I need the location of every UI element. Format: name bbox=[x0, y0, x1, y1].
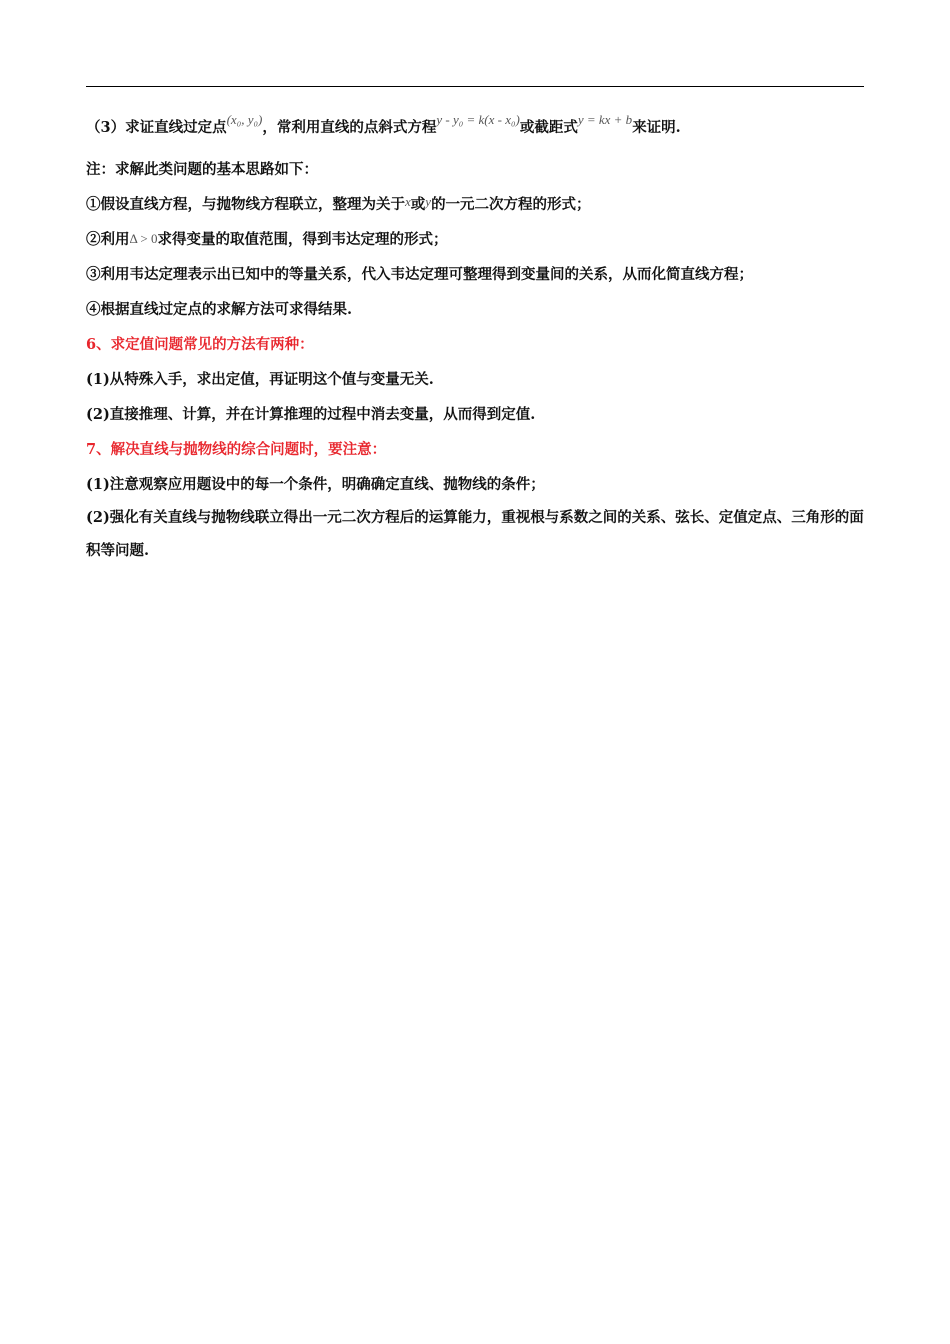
note-step-3: ③利用韦达定理表示出已知中的等量关系，代入韦达定理可整理得到变量间的关系，从而化简直线方程； bbox=[86, 266, 753, 283]
p3-text-c: 或截距式 bbox=[519, 119, 578, 136]
document-body bbox=[86, 112, 864, 567]
section-6-heading: 6、求定值问题常见的方法有两种： bbox=[86, 336, 314, 353]
math-fixed-point: (x₀, y₀) bbox=[226, 112, 263, 127]
section-7-item-2: (2)强化有关直线与抛物线联立得出一元二次方程后的运算能力，重视根与系数之间的关系、弦长、定值定点、三角形的面积等问题. bbox=[86, 509, 864, 559]
math-x: x bbox=[405, 194, 411, 209]
section-6-item-1: (1)从特殊入手，求出定值，再证明这个值与变量无关. bbox=[86, 371, 434, 388]
p3-text-a: （3）求证直线过定点 bbox=[86, 119, 227, 136]
note-step-2: ②利用Δ > 0求得变量的取值范围，得到韦达定理的形式； bbox=[86, 231, 448, 248]
math-delta: Δ > 0 bbox=[129, 231, 158, 246]
section-6-item-2: (2)直接推理、计算，并在计算推理的过程中消去变量，从而得到定值. bbox=[86, 406, 536, 423]
header-rule bbox=[86, 86, 864, 87]
note-step-4: ④根据直线过定点的求解方法可求得结果. bbox=[86, 301, 353, 318]
p3-text-d: 来证明. bbox=[632, 119, 681, 136]
note-step-1: ①假设直线方程，与抛物线方程联立，整理为关于x或y的一元二次方程的形式； bbox=[86, 194, 591, 213]
section-7-heading: 7、解决直线与抛物线的综合问题时，要注意： bbox=[86, 441, 387, 458]
paragraph-3 bbox=[86, 112, 864, 140]
math-intercept: y = kx + b bbox=[577, 112, 633, 127]
math-point-slope: y - y₀ = k(x - x₀) bbox=[436, 112, 520, 127]
section-7-item-1: (1)注意观察应用题设中的每一个条件，明确确定直线、抛物线的条件； bbox=[86, 476, 545, 493]
math-y: y bbox=[425, 194, 432, 209]
p3-text-b: ，常利用直线的点斜式方程 bbox=[262, 119, 437, 136]
note-title: 注：求解此类问题的基本思路如下： bbox=[86, 161, 318, 178]
